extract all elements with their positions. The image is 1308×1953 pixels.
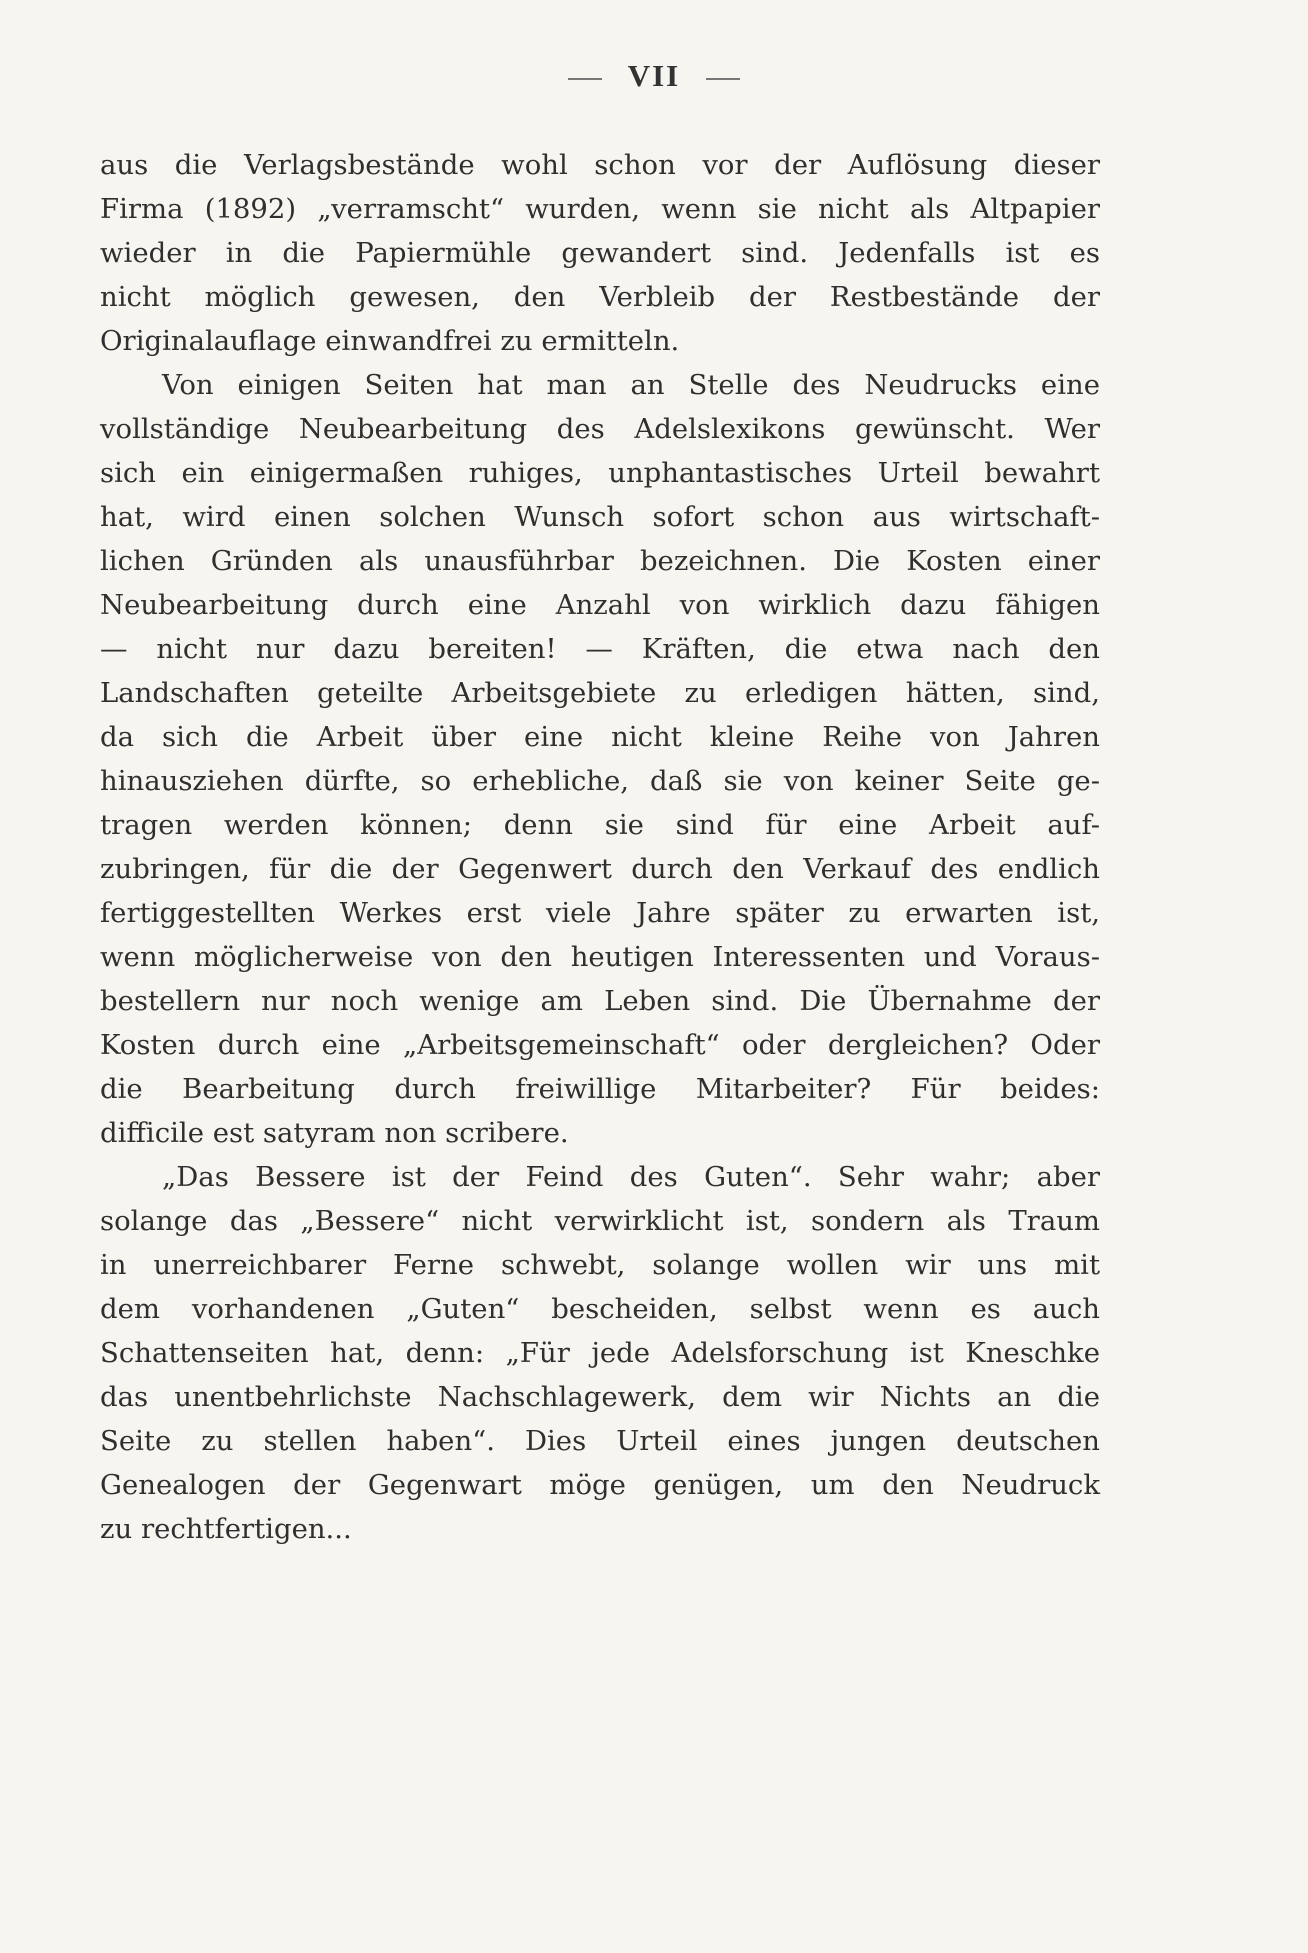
text-line: vollständige Neubearbeitung des Adelslexikons gewünscht. Wer xyxy=(100,413,1100,445)
text-line: Schattenseiten hat, denn: „Für jede Adelsforschung ist Kneschke xyxy=(100,1337,1100,1369)
header-dash-right xyxy=(706,78,740,80)
body-text xyxy=(100,143,1100,1551)
text-line: das unentbehrlichste Nachschlagewerk, dem wir Nichts an die xyxy=(100,1381,1100,1413)
text-line: Neubearbeitung durch eine Anzahl von wirklich dazu fähigen xyxy=(100,589,1100,621)
text-line: wenn möglicherweise von den heutigen Interessenten und Voraus- xyxy=(100,941,1100,973)
text-line: nicht möglich gewesen, den Verbleib der Restbestände der xyxy=(100,281,1100,313)
text-line: Seite zu stellen haben“. Dies Urteil eines jungen deutschen xyxy=(100,1425,1100,1457)
paragraph-3 xyxy=(100,1155,1100,1551)
header-dash-left xyxy=(568,78,602,80)
text-line: hinausziehen dürfte, so erhebliche, daß sie von keiner Seite ge- xyxy=(100,765,1100,797)
text-line: in unerreichbarer Ferne schwebt, solange wollen wir uns mit xyxy=(100,1249,1100,1281)
text-line: zu rechtfertigen... xyxy=(100,1513,352,1545)
text-line: Genealogen der Gegenwart möge genügen, um den Neudruck xyxy=(100,1469,1100,1501)
text-line: tragen werden können; denn sie sind für eine Arbeit auf- xyxy=(100,809,1100,841)
text-line: fertiggestellten Werkes erst viele Jahre später zu erwarten ist, xyxy=(100,897,1100,929)
text-line: aus die Verlagsbestände wohl schon vor der Auflösung dieser xyxy=(100,149,1100,181)
text-line: Von einigen Seiten hat man an Stelle des Neudrucks eine xyxy=(162,369,1100,401)
text-line: „Das Bessere ist der Feind des Guten“. Sehr wahr; aber xyxy=(162,1161,1100,1193)
text-line: hat, wird einen solchen Wunsch sofort schon aus wirtschaft- xyxy=(100,501,1100,533)
text-line: solange das „Bessere“ nicht verwirklicht ist, sondern als Traum xyxy=(100,1205,1100,1237)
text-line: sich ein einigermaßen ruhiges, unphantastisches Urteil bewahrt xyxy=(100,457,1100,489)
text-line: Kosten durch eine „Arbeitsgemeinschaft“ oder dergleichen? Oder xyxy=(100,1029,1100,1061)
text-line: zubringen, für die der Gegenwert durch den Verkauf des endlich xyxy=(100,853,1100,885)
text-line: difficile est satyram non scribere. xyxy=(100,1117,569,1149)
text-line: bestellern nur noch wenige am Leben sind. Die Übernahme der xyxy=(100,985,1100,1017)
text-line: dem vorhandenen „Guten“ bescheiden, selbst wenn es auch xyxy=(100,1293,1100,1325)
text-line: lichen Gründen als unausführbar bezeichnen. Die Kosten einer xyxy=(100,545,1100,577)
running-head xyxy=(0,58,1308,94)
text-line: Landschaften geteilte Arbeitsgebiete zu erledigen hätten, sind, xyxy=(100,677,1100,709)
text-line: — nicht nur dazu bereiten! — Kräften, die etwa nach den xyxy=(100,633,1100,665)
paragraph-1 xyxy=(100,143,1100,363)
text-line: wieder in die Papiermühle gewandert sind. Jedenfalls ist es xyxy=(100,237,1100,269)
text-line: da sich die Arbeit über eine nicht kleine Reihe von Jahren xyxy=(100,721,1100,753)
paragraph-2 xyxy=(100,363,1100,1155)
text-line: die Bearbeitung durch freiwillige Mitarbeiter? Für beides: xyxy=(100,1073,1100,1105)
page-number: VII xyxy=(627,58,681,93)
text-line: Firma (1892) „verramscht“ wurden, wenn sie nicht als Altpapier xyxy=(100,193,1100,225)
text-line: Originalauflage einwandfrei zu ermitteln. xyxy=(100,325,680,357)
